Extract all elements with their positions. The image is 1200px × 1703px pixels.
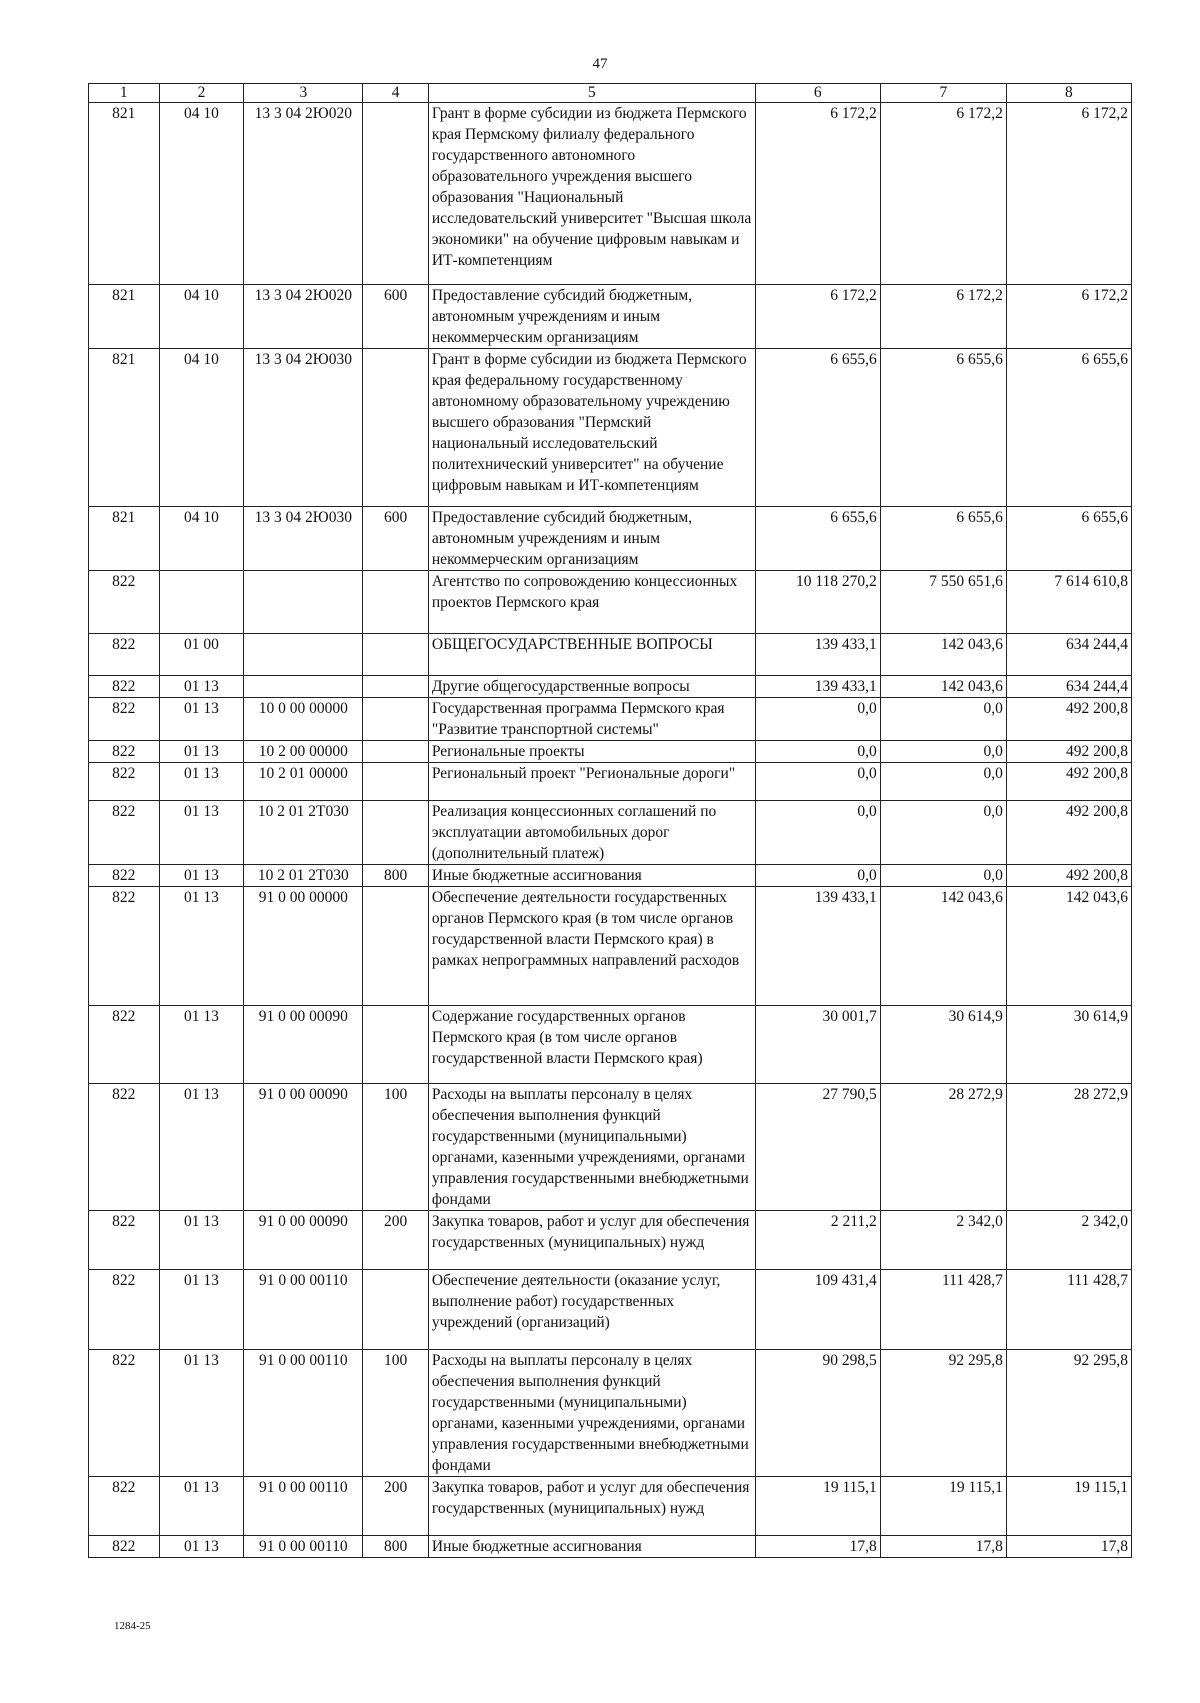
ministry-code: 822 — [89, 801, 160, 865]
ministry-code: 821 — [89, 285, 160, 349]
amount-col-6: 19 115,1 — [755, 1477, 880, 1536]
expense-description: Грант в форме субсидии из бюджета Пермского края федеральному государственному автономному образовательному учреждению высшего образования "Пермский национальный исследовательский политехнический университет" на обучение цифровым навыкам и ИТ-компетенциям — [428, 349, 755, 507]
section-code: 01 13 — [159, 1270, 244, 1350]
column-header: 7 — [880, 84, 1006, 103]
amount-col-8: 17,8 — [1006, 1536, 1131, 1558]
ministry-code: 822 — [89, 865, 160, 887]
amount-col-7: 92 295,8 — [880, 1350, 1006, 1477]
amount-col-6: 0,0 — [755, 741, 880, 763]
section-code: 01 13 — [159, 1477, 244, 1536]
amount-col-8: 7 614 610,8 — [1006, 571, 1131, 634]
budget-table — [88, 83, 1132, 1558]
amount-col-8: 142 043,6 — [1006, 887, 1131, 1006]
amount-col-7: 142 043,6 — [880, 676, 1006, 698]
target-article-code: 13 3 04 2Ю020 — [244, 285, 363, 349]
expense-type-code — [363, 571, 429, 634]
amount-col-8: 492 200,8 — [1006, 698, 1131, 741]
column-header: 6 — [755, 84, 880, 103]
table-row — [89, 763, 1132, 801]
expense-description: Расходы на выплаты персоналу в целях обеспечения выполнения функций государственными (муниципальными) органами, казенными учреждениями, органами управления государственными внебюджетными фондами — [428, 1350, 755, 1477]
expense-description: Реализация концессионных соглашений по эксплуатации автомобильных дорог (дополнительный платеж) — [428, 801, 755, 865]
target-article-code — [244, 634, 363, 676]
ministry-code: 822 — [89, 887, 160, 1006]
amount-col-7: 17,8 — [880, 1536, 1006, 1558]
target-article-code: 10 2 00 00000 — [244, 741, 363, 763]
expense-type-code — [363, 1270, 429, 1350]
expense-type-code: 800 — [363, 865, 429, 887]
expense-description: Расходы на выплаты персоналу в целях обеспечения выполнения функций государственными (муниципальными) органами, казенными учреждениями, органами управления государственными внебюджетными фондами — [428, 1084, 755, 1211]
table-row — [89, 887, 1132, 1006]
table-row — [89, 103, 1132, 285]
expense-type-code — [363, 763, 429, 801]
expense-type-code — [363, 887, 429, 1006]
table-row — [89, 865, 1132, 887]
amount-col-6: 0,0 — [755, 801, 880, 865]
ministry-code: 822 — [89, 741, 160, 763]
target-article-code: 10 0 00 00000 — [244, 698, 363, 741]
amount-col-7: 0,0 — [880, 763, 1006, 801]
expense-description: Иные бюджетные ассигнования — [428, 1536, 755, 1558]
table-row — [89, 741, 1132, 763]
expense-type-code — [363, 741, 429, 763]
amount-col-6: 6 172,2 — [755, 103, 880, 285]
expense-type-code — [363, 103, 429, 285]
amount-col-6: 6 172,2 — [755, 285, 880, 349]
section-code: 01 13 — [159, 741, 244, 763]
expense-description: Региональный проект "Региональные дороги" — [428, 763, 755, 801]
table-row — [89, 571, 1132, 634]
amount-col-7: 7 550 651,6 — [880, 571, 1006, 634]
amount-col-8: 92 295,8 — [1006, 1350, 1131, 1477]
amount-col-6: 0,0 — [755, 763, 880, 801]
expense-description: Государственная программа Пермского края "Развитие транспортной системы" — [428, 698, 755, 741]
ministry-code: 822 — [89, 763, 160, 801]
section-code: 01 13 — [159, 763, 244, 801]
expense-type-code: 100 — [363, 1350, 429, 1477]
section-code: 01 13 — [159, 887, 244, 1006]
expense-description: Закупка товаров, работ и услуг для обеспечения государственных (муниципальных) нужд — [428, 1211, 755, 1270]
amount-col-8: 492 200,8 — [1006, 741, 1131, 763]
amount-col-8: 28 272,9 — [1006, 1084, 1131, 1211]
ministry-code: 822 — [89, 676, 160, 698]
target-article-code: 91 0 00 00090 — [244, 1211, 363, 1270]
table-row — [89, 1350, 1132, 1477]
expense-description: Закупка товаров, работ и услуг для обеспечения государственных (муниципальных) нужд — [428, 1477, 755, 1536]
column-header: 5 — [428, 84, 755, 103]
expense-description: Предоставление субсидий бюджетным, автономным учреждениям и иным некоммерческим организациям — [428, 285, 755, 349]
amount-col-6: 90 298,5 — [755, 1350, 880, 1477]
amount-col-7: 6 172,2 — [880, 285, 1006, 349]
table-header-row — [89, 84, 1132, 103]
section-code: 04 10 — [159, 507, 244, 571]
expense-type-code: 200 — [363, 1211, 429, 1270]
section-code: 01 13 — [159, 1536, 244, 1558]
ministry-code: 822 — [89, 571, 160, 634]
amount-col-7: 28 272,9 — [880, 1084, 1006, 1211]
ministry-code: 822 — [89, 1006, 160, 1084]
amount-col-8: 111 428,7 — [1006, 1270, 1131, 1350]
expense-type-code: 200 — [363, 1477, 429, 1536]
amount-col-8: 2 342,0 — [1006, 1211, 1131, 1270]
amount-col-6: 139 433,1 — [755, 634, 880, 676]
target-article-code: 91 0 00 00090 — [244, 1006, 363, 1084]
section-code: 01 00 — [159, 634, 244, 676]
section-code: 01 13 — [159, 801, 244, 865]
amount-col-7: 6 655,6 — [880, 507, 1006, 571]
ministry-code: 822 — [89, 1211, 160, 1270]
amount-col-6: 6 655,6 — [755, 507, 880, 571]
expense-description: Грант в форме субсидии из бюджета Пермского края Пермскому филиалу федерального государственного автономного образовательного учреждения высшего образования "Национальный исследовательский университет "Высшая школа экономики" на обучение цифровым навыкам и ИТ-компетенциям — [428, 103, 755, 285]
expense-type-code: 800 — [363, 1536, 429, 1558]
expense-type-code — [363, 676, 429, 698]
target-article-code: 91 0 00 00090 — [244, 1084, 363, 1211]
ministry-code: 821 — [89, 507, 160, 571]
amount-col-8: 6 655,6 — [1006, 349, 1131, 507]
column-header: 4 — [363, 84, 429, 103]
section-code: 01 13 — [159, 698, 244, 741]
amount-col-6: 27 790,5 — [755, 1084, 880, 1211]
target-article-code: 91 0 00 00110 — [244, 1270, 363, 1350]
amount-col-8: 19 115,1 — [1006, 1477, 1131, 1536]
expense-description: Агентство по сопровождению концессионных проектов Пермского края — [428, 571, 755, 634]
amount-col-7: 6 655,6 — [880, 349, 1006, 507]
expense-type-code: 600 — [363, 285, 429, 349]
amount-col-7: 2 342,0 — [880, 1211, 1006, 1270]
expense-description: Содержание государственных органов Пермского края (в том числе органов государственной власти Пермского края) — [428, 1006, 755, 1084]
amount-col-8: 492 200,8 — [1006, 763, 1131, 801]
expense-type-code — [363, 349, 429, 507]
target-article-code: 91 0 00 00110 — [244, 1477, 363, 1536]
page-number: 47 — [592, 56, 608, 72]
table-row — [89, 1084, 1132, 1211]
section-code — [159, 571, 244, 634]
expense-type-code — [363, 801, 429, 865]
section-code: 01 13 — [159, 676, 244, 698]
amount-col-6: 139 433,1 — [755, 676, 880, 698]
amount-col-8: 492 200,8 — [1006, 801, 1131, 865]
expense-description: ОБЩЕГОСУДАРСТВЕННЫЕ ВОПРОСЫ — [428, 634, 755, 676]
column-header: 3 — [244, 84, 363, 103]
amount-col-7: 0,0 — [880, 741, 1006, 763]
amount-col-8: 634 244,4 — [1006, 634, 1131, 676]
target-article-code: 13 3 04 2Ю020 — [244, 103, 363, 285]
target-article-code: 13 3 04 2Ю030 — [244, 507, 363, 571]
amount-col-7: 0,0 — [880, 801, 1006, 865]
section-code: 01 13 — [159, 865, 244, 887]
expense-description: Иные бюджетные ассигнования — [428, 865, 755, 887]
column-header: 2 — [159, 84, 244, 103]
target-article-code — [244, 571, 363, 634]
ministry-code: 821 — [89, 349, 160, 507]
section-code: 04 10 — [159, 103, 244, 285]
section-code: 01 13 — [159, 1350, 244, 1477]
ministry-code: 822 — [89, 698, 160, 741]
amount-col-7: 142 043,6 — [880, 887, 1006, 1006]
amount-col-8: 6 172,2 — [1006, 103, 1131, 285]
ministry-code: 822 — [89, 1084, 160, 1211]
amount-col-6: 0,0 — [755, 865, 880, 887]
amount-col-6: 139 433,1 — [755, 887, 880, 1006]
table-row — [89, 1270, 1132, 1350]
amount-col-6: 6 655,6 — [755, 349, 880, 507]
expense-description: Региональные проекты — [428, 741, 755, 763]
table-row — [89, 1536, 1132, 1558]
table-row — [89, 698, 1132, 741]
expense-description: Другие общегосударственные вопросы — [428, 676, 755, 698]
table-row — [89, 634, 1132, 676]
ministry-code: 822 — [89, 1350, 160, 1477]
amount-col-7: 6 172,2 — [880, 103, 1006, 285]
amount-col-7: 30 614,9 — [880, 1006, 1006, 1084]
amount-col-8: 492 200,8 — [1006, 865, 1131, 887]
expense-type-code: 600 — [363, 507, 429, 571]
table-row — [89, 801, 1132, 865]
expense-type-code — [363, 698, 429, 741]
amount-col-6: 10 118 270,2 — [755, 571, 880, 634]
amount-col-7: 0,0 — [880, 698, 1006, 741]
footer-document-code: 1284-25 — [114, 1620, 151, 1632]
amount-col-7: 0,0 — [880, 865, 1006, 887]
ministry-code: 821 — [89, 103, 160, 285]
ministry-code: 822 — [89, 1270, 160, 1350]
table-row — [89, 1211, 1132, 1270]
section-code: 01 13 — [159, 1006, 244, 1084]
section-code: 01 13 — [159, 1084, 244, 1211]
amount-col-7: 19 115,1 — [880, 1477, 1006, 1536]
ministry-code: 822 — [89, 1536, 160, 1558]
amount-col-6: 0,0 — [755, 698, 880, 741]
target-article-code — [244, 676, 363, 698]
expense-description: Предоставление субсидий бюджетным, автономным учреждениям и иным некоммерческим организациям — [428, 507, 755, 571]
target-article-code: 10 2 01 2Т030 — [244, 801, 363, 865]
amount-col-7: 142 043,6 — [880, 634, 1006, 676]
table-row — [89, 507, 1132, 571]
section-code: 01 13 — [159, 1211, 244, 1270]
amount-col-7: 111 428,7 — [880, 1270, 1006, 1350]
expense-type-code: 100 — [363, 1084, 429, 1211]
amount-col-8: 634 244,4 — [1006, 676, 1131, 698]
table-body — [89, 103, 1132, 1558]
table-row — [89, 1477, 1132, 1536]
amount-col-8: 6 655,6 — [1006, 507, 1131, 571]
section-code: 04 10 — [159, 349, 244, 507]
expense-type-code — [363, 1006, 429, 1084]
target-article-code: 91 0 00 00110 — [244, 1350, 363, 1477]
amount-col-8: 6 172,2 — [1006, 285, 1131, 349]
expense-description: Обеспечение деятельности государственных органов Пермского края (в том числе органов государственной власти Пермского края) в рамках непрограммных направлений расходов — [428, 887, 755, 1006]
table-row — [89, 349, 1132, 507]
target-article-code: 13 3 04 2Ю030 — [244, 349, 363, 507]
amount-col-6: 109 431,4 — [755, 1270, 880, 1350]
expense-description: Обеспечение деятельности (оказание услуг, выполнение работ) государственных учреждений (организаций) — [428, 1270, 755, 1350]
table-row — [89, 285, 1132, 349]
table-row — [89, 1006, 1132, 1084]
amount-col-8: 30 614,9 — [1006, 1006, 1131, 1084]
target-article-code: 10 2 01 00000 — [244, 763, 363, 801]
amount-col-6: 17,8 — [755, 1536, 880, 1558]
target-article-code: 91 0 00 00110 — [244, 1536, 363, 1558]
ministry-code: 822 — [89, 1477, 160, 1536]
section-code: 04 10 — [159, 285, 244, 349]
amount-col-6: 2 211,2 — [755, 1211, 880, 1270]
ministry-code: 822 — [89, 634, 160, 676]
expense-type-code — [363, 634, 429, 676]
column-header: 1 — [89, 84, 160, 103]
amount-col-6: 30 001,7 — [755, 1006, 880, 1084]
table-row — [89, 676, 1132, 698]
column-header: 8 — [1006, 84, 1131, 103]
target-article-code: 91 0 00 00000 — [244, 887, 363, 1006]
target-article-code: 10 2 01 2Т030 — [244, 865, 363, 887]
